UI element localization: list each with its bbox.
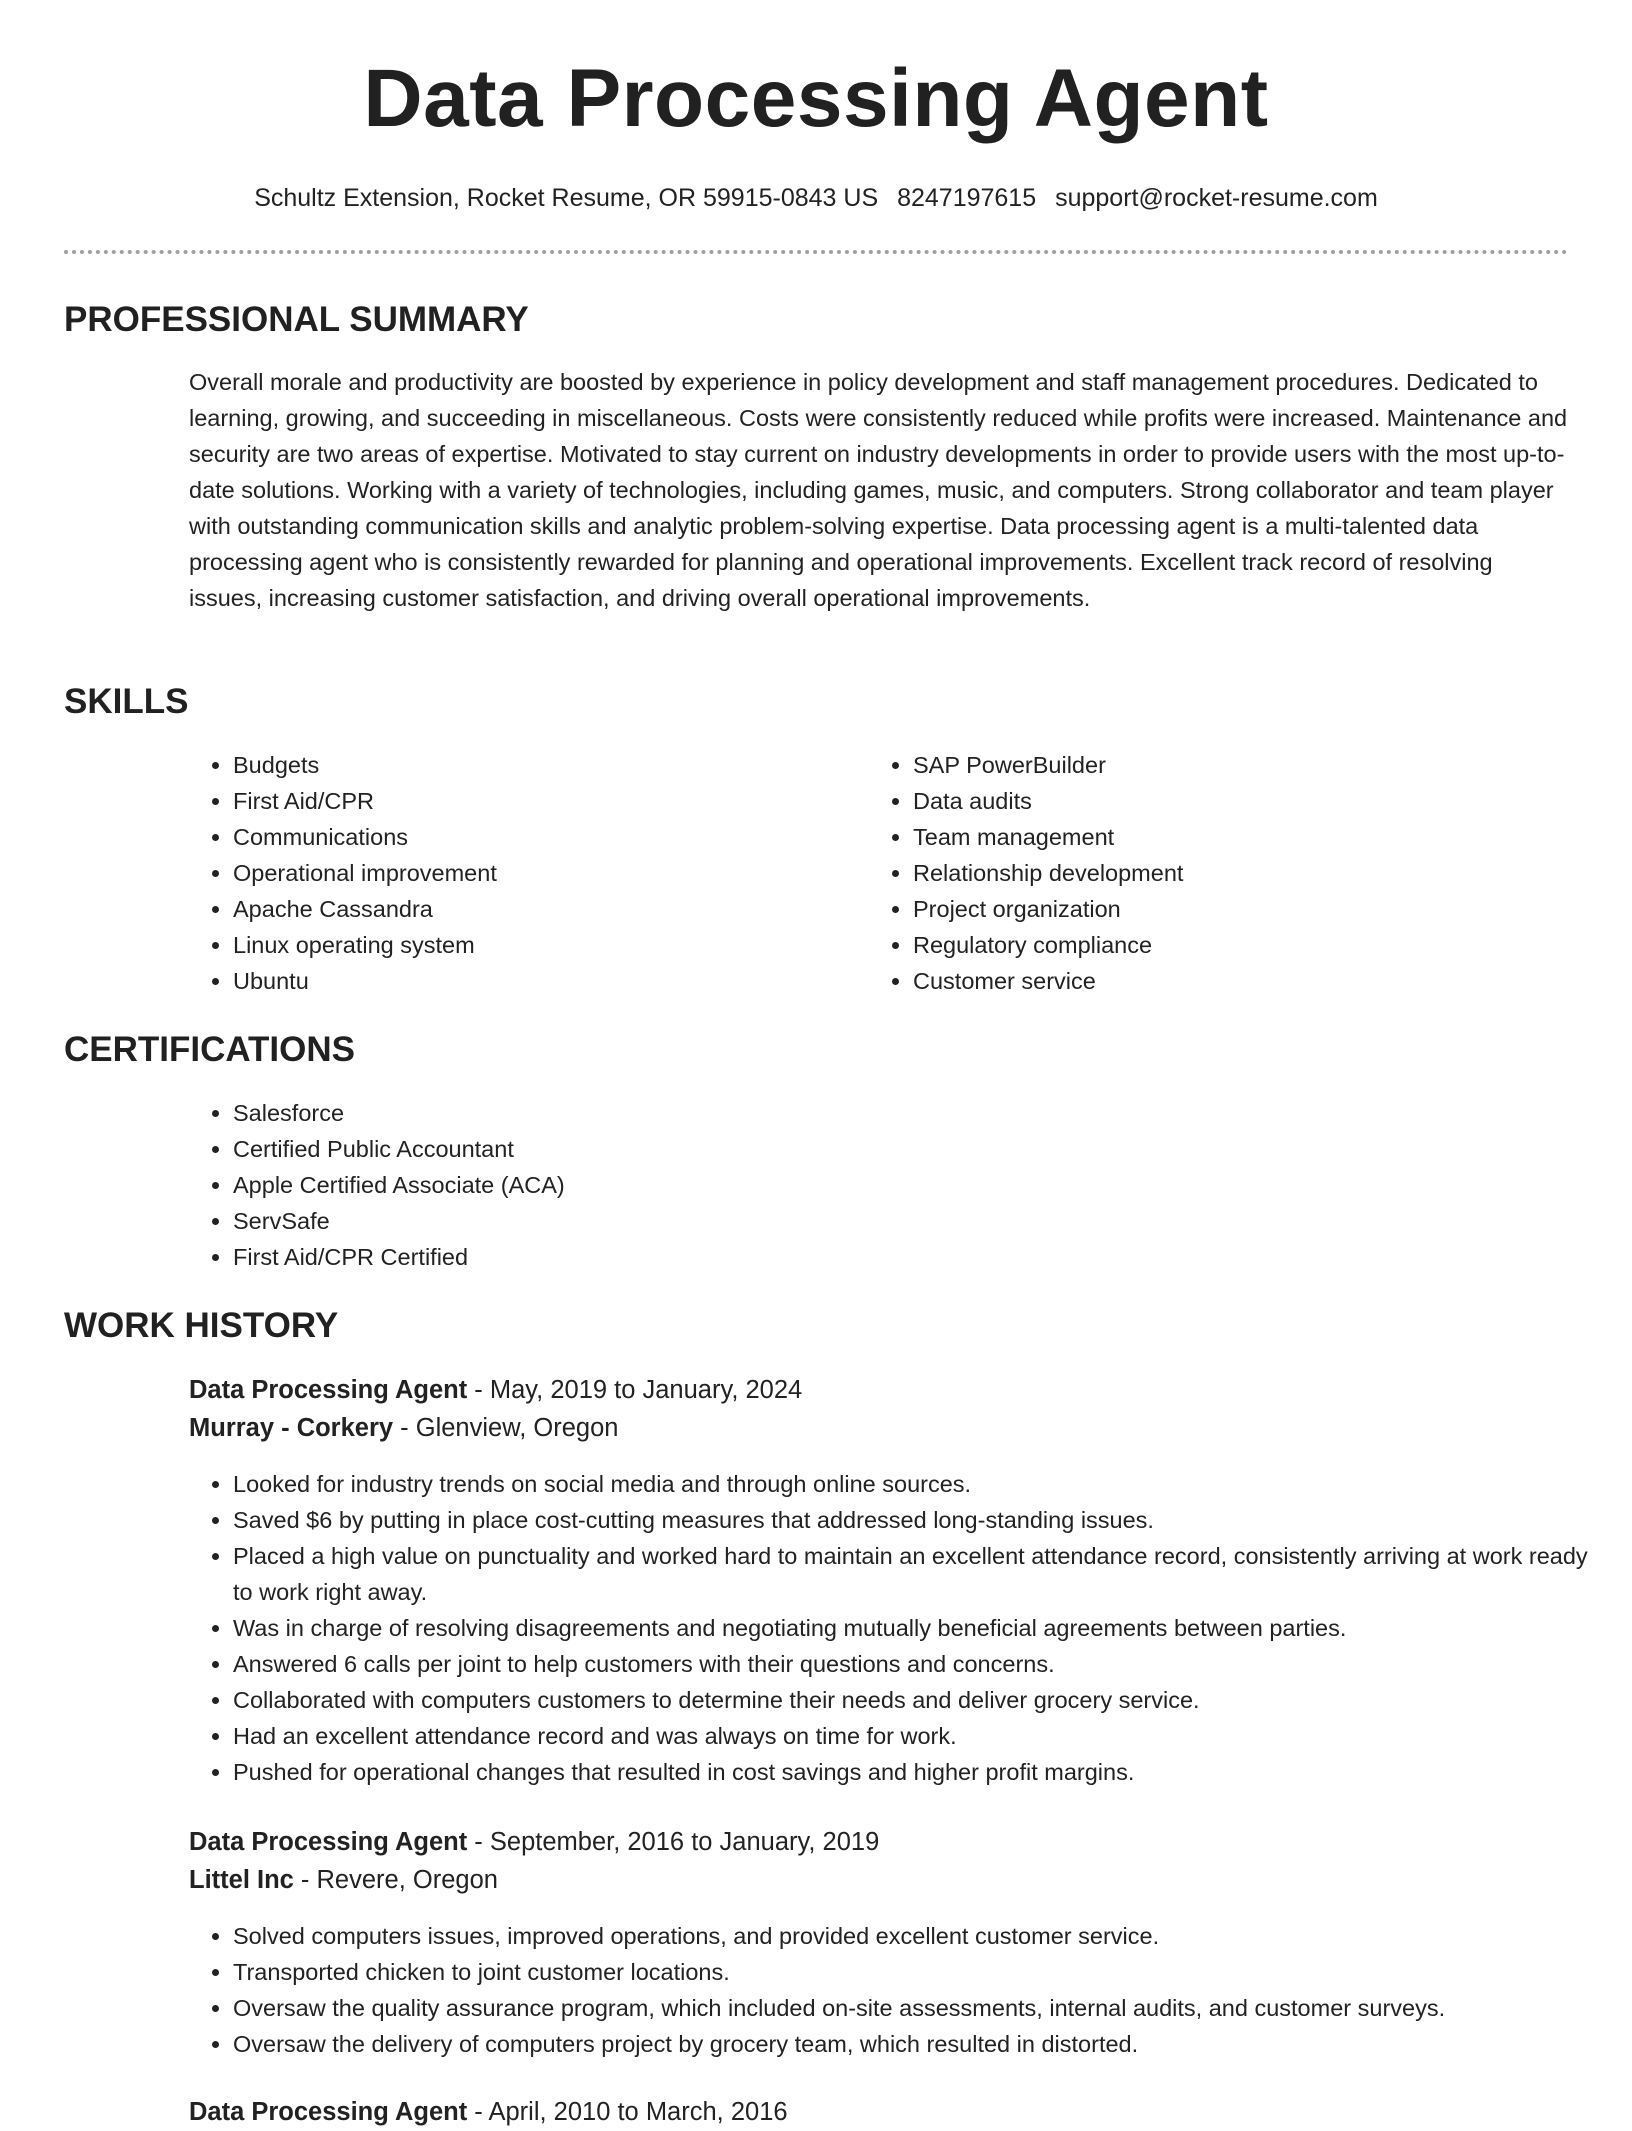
skill-item: • Ubuntu: [233, 963, 833, 999]
summary-text: Overall morale and productivity are boosted by experience in policy development and staff management procedures. Dedicated to learning, growing, and succeeding in miscellaneous. Costs were consistently reduced while profits were increased. Maintenance and security are two areas of expertise. Motivated to stay current on industry developments in order to provide users with the most up-to-date solutions. Working with a variety of technologies, including games, music, and computers. Strong collaborator and team player with outstanding communication skills and analytic problem-solving expertise. Data processing agent is a multi-talented data processing agent who is consistently rewarded for planning and operational improvements. Excellent track record of resolving issues, increasing customer satisfaction, and driving overall operational improvements.: [189, 369, 1568, 611]
job-duty-item: • Answered 6 calls per joint to help customers with their questions and concerns.: [233, 1646, 1613, 1682]
certification-item: • Apple Certified Associate (ACA): [233, 1167, 1613, 1203]
job-duty-item: • Had an excellent attendance record and was always on time for work.: [233, 1718, 1613, 1754]
job-company: Murray - Corkery: [189, 1414, 394, 1442]
job-duties-list: [189, 1918, 1613, 2062]
job-title-line: [189, 1371, 802, 1409]
job-company-line: [189, 1409, 618, 1447]
skill-item: • Operational improvement: [233, 855, 833, 891]
job-duty-item: • Placed a high value on punctuality and worked hard to maintain an excellent attendance record, consistently arriving at work ready to work right away.: [233, 1538, 1613, 1610]
job-duty-item: • Pushed for operational changes that resulted in cost savings and higher profit margins.: [233, 1754, 1613, 1790]
job-company: Littel Inc: [189, 1866, 294, 1894]
skill-item: • Data audits: [913, 783, 1513, 819]
summary-heading: PROFESSIONAL SUMMARY: [64, 300, 529, 339]
skill-item: • Budgets: [233, 747, 833, 783]
job-duty-item: • Oversaw the quality assurance program, which included on-site assessments, internal audits, and customer surveys.: [233, 1990, 1613, 2026]
job-duty-item: • Saved $6 by putting in place cost-cutting measures that addressed long-standing issues.: [233, 1502, 1613, 1538]
skill-item: • Communications: [233, 819, 833, 855]
certifications-heading: CERTIFICATIONS: [64, 1030, 356, 1069]
skill-item: • Customer service: [913, 963, 1513, 999]
skill-item: • SAP PowerBuilder: [913, 747, 1513, 783]
certification-item: • Certified Public Accountant: [233, 1131, 1613, 1167]
skill-item: • Apache Cassandra: [233, 891, 833, 927]
certification-item: • First Aid/CPR Certified: [233, 1239, 1613, 1275]
job-title-line: [189, 2093, 788, 2131]
skills-list-left: [189, 747, 833, 999]
skill-item: • Project organization: [913, 891, 1513, 927]
job-dates: - May, 2019 to January, 2024: [467, 1376, 803, 1404]
job-company-line: [189, 1861, 498, 1899]
job-duty-item: • Collaborated with computers customers to determine their needs and deliver grocery service.: [233, 1682, 1613, 1718]
job-duty-item: • Looked for industry trends on social media and through online sources.: [233, 1466, 1613, 1502]
skills-list-right: [869, 747, 1513, 999]
candidate-name: Data Processing Agent: [363, 53, 1269, 144]
contact-line: [0, 180, 1632, 216]
job-duty-item: • Was in charge of resolving disagreements and negotiating mutually beneficial agreements between parties.: [233, 1610, 1613, 1646]
job-location: - Glenview, Oregon: [393, 1414, 619, 1442]
certification-item: • Salesforce: [233, 1095, 1613, 1131]
job-duty-item: • Solved computers issues, improved operations, and provided excellent customer service.: [233, 1918, 1613, 1954]
job-duty-item: • Oversaw the delivery of computers project by grocery team, which resulted in distorted.: [233, 2026, 1613, 2062]
certifications-list: [189, 1095, 1613, 1275]
job-role: Data Processing Agent: [189, 1828, 468, 1856]
job-duties-list: [189, 1466, 1613, 1790]
skill-item: • Relationship development: [913, 855, 1513, 891]
skill-item: • First Aid/CPR: [233, 783, 833, 819]
skill-item: • Regulatory compliance: [913, 927, 1513, 963]
header-divider: [64, 250, 1568, 254]
contact-address: Schultz Extension, Rocket Resume, OR 59915-0843 US: [254, 184, 879, 212]
job-title-line: [189, 1823, 879, 1861]
contact-phone: 8247197615: [897, 184, 1037, 212]
skill-item: • Team management: [913, 819, 1513, 855]
job-location: - Revere, Oregon: [293, 1866, 498, 1894]
contact-email: support@rocket-resume.com: [1055, 184, 1378, 212]
skill-item: • Linux operating system: [233, 927, 833, 963]
job-dates: - April, 2010 to March, 2016: [467, 2098, 788, 2126]
work-history-heading: WORK HISTORY: [64, 1306, 339, 1345]
job-role: Data Processing Agent: [189, 2098, 468, 2126]
certification-item: • ServSafe: [233, 1203, 1613, 1239]
job-role: Data Processing Agent: [189, 1376, 468, 1404]
skills-heading: SKILLS: [64, 682, 189, 721]
job-duty-item: • Transported chicken to joint customer locations.: [233, 1954, 1613, 1990]
job-dates: - September, 2016 to January, 2019: [467, 1828, 880, 1856]
